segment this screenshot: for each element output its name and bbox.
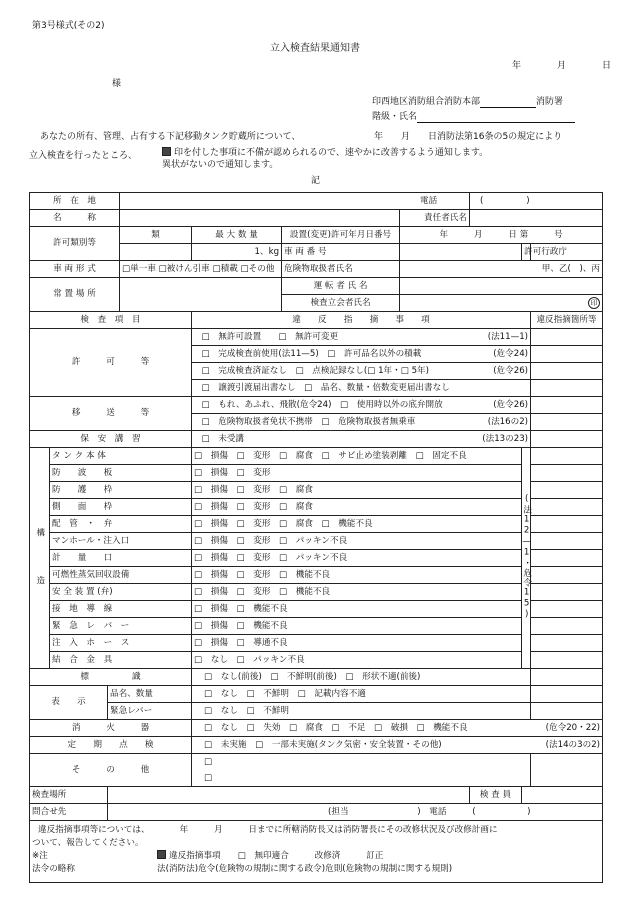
display-sub-2: 緊急レバー: [108, 703, 192, 720]
structure-check-12[interactable]: □ なし □ パッキン不良: [192, 652, 522, 669]
structure-item-7: 可燃性蒸気回収設備: [50, 567, 192, 584]
structure-item-1: 防 波 板: [50, 465, 192, 482]
witness-label: 検査立会者氏名: [282, 295, 400, 312]
checkbox-filled-icon: [157, 850, 166, 859]
body-line2-right: [162, 147, 488, 158]
structure-check-7[interactable]: □ 損傷 □ 変形 □ 機能不良: [192, 567, 522, 584]
notes-block: [30, 821, 603, 883]
structure-item-9: 接 地 導 線: [50, 601, 192, 618]
security-label: 保 安 講 習: [30, 431, 192, 448]
structure-clause-6[interactable]: [531, 550, 603, 567]
sign-check[interactable]: □ なし(前後) □ 不鮮明(前後) □ 形状不適(前後): [192, 669, 531, 686]
display-sub-1: 品名、数量: [108, 686, 192, 703]
transport-label: 移 送 等: [30, 397, 192, 431]
ki-label: 記: [311, 176, 321, 186]
transport-clause-1[interactable]: [531, 397, 603, 414]
structure-item-2: 防 護 枠: [50, 482, 192, 499]
structure-item-5: マンホール・注入口: [50, 533, 192, 550]
parking-label: 常 置 場 所: [30, 278, 120, 312]
parking-value[interactable]: [120, 278, 282, 312]
permit-class-label: 許可類別等: [30, 227, 120, 261]
structure-clause-12[interactable]: [531, 652, 603, 669]
inspection-label: 定 期 点 検: [30, 737, 192, 754]
structure-clause-0[interactable]: [531, 448, 603, 465]
kind-value[interactable]: [120, 244, 192, 261]
vehicle-no-value[interactable]: [400, 244, 522, 261]
structure-clause-2[interactable]: [531, 482, 603, 499]
structure-clause-4[interactable]: [531, 516, 603, 533]
inspector-value[interactable]: [522, 787, 603, 804]
display-clause-1[interactable]: [531, 686, 603, 703]
issuer-org: 印西地区消防組合消防本部: [372, 97, 481, 107]
responsible-value[interactable]: [470, 210, 603, 227]
permit-label: 許 可 等: [30, 329, 192, 397]
location-label: 所 在 地: [30, 193, 120, 210]
other-check-1[interactable]: □: [192, 754, 531, 771]
structure-clause-9[interactable]: [531, 601, 603, 618]
seal-icon: 印: [588, 297, 600, 309]
display-check-1[interactable]: □ なし □ 不鮮明 □ 記載内容不適: [192, 686, 531, 703]
structure-check-0[interactable]: □ 損傷 □ 変形 □ 腐食 □ サビ止め塗装剥離 □ 固定不良: [192, 448, 470, 465]
responsible-label: 責任者氏名: [400, 210, 470, 227]
sign-clause[interactable]: [531, 669, 603, 686]
row-vehicle-type: [30, 261, 603, 278]
extinguisher-check[interactable]: □ なし □ 失効 □ 腐食 □ 不足 □ 破損 □ 機能不良: [192, 720, 522, 737]
other-check-2[interactable]: □: [192, 770, 531, 787]
issuer-blank: [480, 98, 536, 108]
structure-item-11: 注 入 ホ ー ス: [50, 635, 192, 652]
note-3-text: 違反指摘事項 □ 無印適合 改修済 訂正: [169, 851, 384, 861]
note-line-4: [32, 863, 600, 876]
structure-check-8[interactable]: □ 損傷 □ 変形 □ 機能不良: [192, 584, 522, 601]
contact-value[interactable]: (担当 ) 電話 ( ): [108, 804, 603, 821]
issuer-org-line: [372, 98, 563, 108]
other-label: そ の 他: [30, 754, 192, 787]
body-line1: [40, 133, 300, 142]
structure-check-10[interactable]: □ 損傷 □ 機能不良: [192, 618, 522, 635]
structure-clause-5[interactable]: [531, 533, 603, 550]
place-label: 検査場所: [30, 787, 108, 804]
note-3-label: ※注: [32, 851, 48, 861]
permit-check-3[interactable]: □ 完成検査済証なし □ 点検記録なし(□ 1年・□ 5年): [200, 363, 470, 380]
structure-clause-8[interactable]: [531, 584, 603, 601]
permit-clause-4[interactable]: [531, 380, 603, 397]
issue-date: 年 月 日: [512, 61, 618, 71]
vehicle-type-options[interactable]: □単一車 □被けん引車 □積載 □その他: [120, 261, 282, 278]
row-parking-1: [30, 278, 603, 295]
structure-item-8: 安 全 装 置 (弁): [50, 584, 192, 601]
header-clause: 違反指摘箇所等: [531, 312, 603, 329]
structure-side-ref: (法12—1・危令15): [522, 448, 531, 669]
extinguisher-label: 消 火 器: [30, 720, 192, 737]
structure-check-3[interactable]: □ 損傷 □ 変形 □ 腐食: [192, 499, 522, 516]
row-permit-head: [30, 227, 603, 244]
inspection-check[interactable]: □ 未実施 □ 一部未実施(タンク気密・安全装置・その他): [192, 737, 522, 754]
vehicle-no-cell[interactable]: [282, 244, 400, 261]
transport-check-2[interactable]: □ 危険物取扱者免状不携帯 □ 危険物取扱者無乗車: [200, 414, 470, 431]
transport-check-1[interactable]: □ もれ、あふれ、飛散(危令24) □ 使用時以外の底弁開放: [200, 397, 470, 414]
transport-ref-2: (法16の2): [470, 414, 531, 431]
row-permit-1: [30, 329, 603, 346]
structure-check-1[interactable]: □ 損傷 □ 変形: [192, 465, 522, 482]
structure-check-5[interactable]: □ 損傷 □ 変形 □ パッキン不良: [192, 533, 522, 550]
checkbox-icon: [162, 147, 171, 156]
structure-item-6: 計 量 口: [50, 550, 192, 567]
transport-clause-2[interactable]: [531, 414, 603, 431]
permit-ref-1: (法11—1): [470, 329, 531, 346]
document-title: 立入検査結果通知書: [270, 43, 360, 54]
note-line-1: 違反指摘事項等については、 年 月 日までに所轄消防長又は消防署長にその改修状況及び改修計画に: [38, 825, 498, 835]
structure-check-4[interactable]: □ 損傷 □ 変形 □ 腐食 □ 機能不良: [192, 516, 522, 533]
security-clause-1[interactable]: [531, 431, 603, 448]
permit-check-4[interactable]: □ 譲渡引渡届出書なし □ 品名、数量・倍数変更届出書なし: [200, 380, 531, 397]
structure-clause-10[interactable]: [531, 618, 603, 635]
other-clause[interactable]: [531, 754, 603, 787]
witness-value[interactable]: [400, 295, 603, 312]
display-clause-2[interactable]: [531, 703, 603, 720]
permit-check-1[interactable]: □ 無許可設置 □ 無許可変更: [200, 329, 470, 346]
structure-clause-7[interactable]: [531, 567, 603, 584]
structure-check-11[interactable]: □ 損傷 □ 導通不良: [192, 635, 522, 652]
permit-agency-label: 許可行政庁: [522, 244, 531, 261]
permit-clause-2[interactable]: [531, 346, 603, 363]
note-line-2: ついて、報告してください。: [32, 838, 144, 848]
display-check-2[interactable]: □ なし □ 不鮮明: [192, 703, 531, 720]
structure-check-9[interactable]: □ 損傷 □ 機能不良: [192, 601, 522, 618]
body-line2: [29, 152, 137, 161]
max-qty-label: 最 大 数 量: [192, 227, 282, 244]
location-value[interactable]: [120, 193, 470, 210]
structure-item-4: 配 管 ・ 弁: [50, 516, 192, 533]
row-name: [30, 210, 603, 227]
body-line2a: 立入検査を行ったところ、: [29, 151, 138, 161]
body-line1-text: あなたの所有、管理、占有する下記移動タンク貯蔵所について、: [40, 132, 301, 142]
inspection-ref: (法14の3の2): [522, 737, 603, 754]
permit-clause-3[interactable]: [531, 363, 603, 380]
body-line3: 異状がないので通知します。: [162, 160, 279, 170]
max-qty-unit[interactable]: 1、kg: [192, 244, 282, 261]
structure-check-6[interactable]: □ 損傷 □ 変形 □ パッキン不良: [192, 550, 522, 567]
structure-clause-11[interactable]: [531, 635, 603, 652]
issuer-chief: 消防署: [536, 97, 564, 107]
issuer-rank: 階級・氏名: [372, 112, 418, 122]
structure-item-3: 側 面 枠: [50, 499, 192, 516]
hazmat-class[interactable]: 甲、乙( )、丙: [400, 261, 603, 278]
structure-check-2[interactable]: □ 損傷 □ 変形 □ 腐食: [192, 482, 522, 499]
issuer-rank-blank: [417, 113, 575, 123]
install-date-value[interactable]: 年 月 日 第 号: [400, 227, 603, 244]
form-number: 第3号様式(その2): [32, 21, 105, 31]
issuer-rank-line: [372, 113, 575, 123]
contact-label: 問合せ先: [30, 804, 108, 821]
header-item: 検 査 項 目: [30, 312, 192, 329]
phone-paren: ( ): [479, 195, 530, 206]
phone-label: 電話: [420, 195, 438, 206]
vehicle-no-label: 車 両 番 号: [284, 246, 327, 257]
install-date-label: 設置(変更)許可年月日番号: [282, 227, 400, 244]
permit-ref-3: (危令26): [470, 363, 531, 380]
security-check-1[interactable]: □ 未受講: [200, 431, 470, 448]
structure-clause-1[interactable]: [531, 465, 603, 482]
structure-label: 構 造: [30, 448, 50, 669]
name-value[interactable]: [120, 210, 400, 227]
header-violation: 違 反 指 摘 事 項: [192, 312, 531, 329]
row-location: [30, 193, 603, 210]
kind-label: 類: [120, 227, 192, 244]
note-4-text: 法(消防法)危令(危険物の規制に関する政令)危則(危険物の規制に関する規則): [157, 864, 453, 874]
hazmat-officer-label: 危険物取扱者氏名: [282, 261, 400, 278]
extinguisher-ref: (危令20・22): [522, 720, 603, 737]
vehicle-type-label: 車 両 形 式: [30, 261, 120, 278]
driver-value[interactable]: [400, 278, 603, 295]
body-line1-date: 年 月 日消防法第16条の5の規定により: [374, 132, 563, 142]
permit-ref-2: (危令24): [470, 346, 531, 363]
structure-item-12: 結 合 金 具: [50, 652, 192, 669]
name-label: 名 称: [30, 210, 120, 227]
sign-label: 標 識: [30, 669, 192, 686]
note-line-3: [32, 850, 600, 863]
security-ref-1: (法13の23): [470, 431, 531, 448]
display-label: 表 示: [30, 686, 108, 720]
row-section-header: [30, 312, 603, 329]
driver-label: 運 転 者 氏 名: [282, 278, 400, 295]
transport-ref-1: (危令26): [470, 397, 531, 414]
structure-item-10: 緊 急 レ バ ー: [50, 618, 192, 635]
place-value[interactable]: [108, 787, 470, 804]
body-line2b: 印を付した事項に不備が認められるので、速やかに改善するよう通知します。: [174, 148, 489, 158]
structure-item-0: タ ン ク 本 体: [50, 448, 192, 465]
inspection-form-table: [29, 192, 603, 883]
inspector-label: 検 査 員: [470, 787, 522, 804]
phone-cell[interactable]: [420, 193, 603, 210]
addressee: 様: [112, 79, 122, 89]
permit-check-2[interactable]: □ 完成検査前使用(法11—5) □ 許可品名以外の積載: [200, 346, 470, 363]
permit-clause-1[interactable]: [531, 329, 603, 346]
structure-clause-3[interactable]: [531, 499, 603, 516]
note-4-label: 法令の略称: [32, 864, 75, 874]
